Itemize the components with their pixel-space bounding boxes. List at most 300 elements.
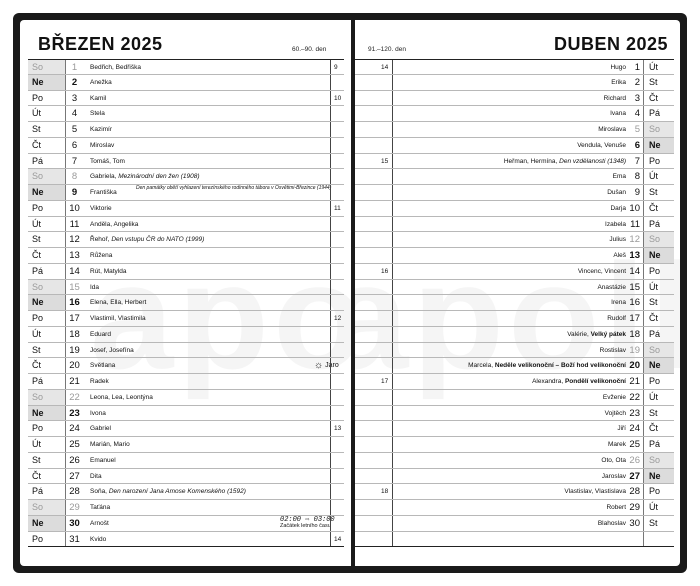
week-column — [355, 295, 393, 310]
week-column — [330, 343, 344, 358]
name-day — [90, 217, 330, 232]
dst-note — [280, 515, 335, 530]
weekday: Ne — [643, 248, 674, 263]
day-row — [28, 421, 344, 437]
name-day-text: Ida — [90, 283, 100, 291]
name-day — [611, 295, 626, 310]
day-row — [28, 201, 344, 217]
day-number: 11 — [69, 218, 80, 230]
day-number: 19 — [629, 344, 640, 356]
name-day — [604, 91, 626, 106]
name-day-text: Leona, Lea, Leontýna — [90, 393, 153, 401]
day-row — [28, 374, 344, 390]
weekday: Ne — [28, 406, 66, 421]
name-day-text: Heřman, Hermína, — [503, 157, 558, 165]
week-column — [355, 248, 393, 263]
day-row — [355, 75, 674, 91]
name-day-text: Gabriel — [90, 425, 111, 433]
week-number: 15 — [381, 157, 389, 165]
day-number: 1 — [71, 62, 78, 73]
day-number: 24 — [69, 423, 80, 435]
name-day — [605, 217, 626, 232]
weekday: Ne — [643, 138, 674, 153]
name-day-text: Kamil — [90, 94, 107, 102]
name-day-text: Josef, Josefína — [90, 346, 134, 354]
weekday: Čt — [643, 91, 674, 106]
day-number: 28 — [69, 486, 80, 498]
weekday: St — [643, 295, 674, 310]
day-row — [28, 406, 344, 422]
name-day — [90, 358, 330, 373]
day-row — [28, 358, 344, 374]
weekday: So — [643, 122, 674, 137]
weekday: Út — [643, 390, 674, 405]
name-day — [90, 327, 330, 342]
week-column — [355, 75, 393, 90]
name-day — [578, 264, 626, 279]
name-day — [607, 185, 626, 200]
name-day — [90, 264, 330, 279]
day-row — [355, 248, 674, 264]
day-number: 7 — [634, 155, 640, 167]
name-day — [90, 311, 330, 326]
weekday: Út — [643, 169, 674, 184]
march-title: BŘEZEN 2025 — [38, 34, 163, 54]
weekday: So — [28, 280, 66, 295]
day-number: 2 — [71, 76, 78, 88]
march-day-range: 60.–90. den — [292, 46, 327, 53]
day-number: 29 — [69, 502, 80, 513]
week-column — [355, 406, 393, 421]
week-column — [355, 327, 393, 342]
day-number: 12 — [629, 234, 640, 246]
day-number: 10 — [629, 202, 640, 214]
weekday: St — [643, 185, 674, 200]
name-day — [90, 437, 330, 452]
name-day-text: Vincenc, Vincent — [577, 267, 626, 275]
day-number: 27 — [629, 470, 640, 482]
memorial-day-note: Den vzdělanosti (1348) — [559, 157, 626, 165]
week-column — [330, 406, 344, 421]
week-column — [330, 374, 344, 389]
day-row — [28, 280, 344, 296]
day-row — [28, 532, 344, 548]
week-column — [355, 106, 393, 121]
name-day — [504, 154, 626, 169]
day-number: 24 — [629, 423, 640, 435]
name-day-text: Oto, Ota — [601, 456, 626, 464]
day-number: 28 — [629, 486, 640, 498]
name-day-text: Bedřich, Bedřiška — [90, 64, 141, 71]
week-column — [355, 311, 393, 326]
weekday: Pá — [643, 217, 674, 232]
weekday: Čt — [28, 469, 66, 484]
spring-label: Jaro — [325, 362, 339, 370]
weekday: Ne — [643, 469, 674, 484]
dst-times: 02:00 ⇨ 03:00 — [280, 515, 335, 524]
day-row — [28, 327, 344, 343]
name-day — [609, 232, 626, 247]
week-column — [330, 138, 344, 153]
name-day — [608, 437, 626, 452]
name-day — [602, 469, 626, 484]
weekday: Po — [28, 532, 66, 547]
week-column — [330, 500, 344, 515]
day-row — [355, 295, 674, 311]
planner-spread — [13, 13, 687, 573]
april-day-list — [355, 59, 674, 547]
name-day-text: Anastázie — [597, 283, 626, 291]
week-column — [355, 169, 393, 184]
weekday: Po — [643, 264, 674, 279]
dst-label: Začátek letního času — [280, 523, 331, 530]
name-day — [598, 516, 626, 531]
name-day — [90, 91, 330, 106]
weekday: Ne — [28, 75, 66, 90]
name-day-text: Julius — [609, 236, 626, 244]
name-day — [90, 453, 330, 468]
week-number: 10 — [334, 94, 342, 102]
public-holiday: Velký pátek — [590, 330, 626, 338]
name-day-text: Arnošt — [90, 519, 109, 527]
week-column — [330, 484, 344, 499]
weekday: Ne — [28, 295, 66, 310]
name-day-text: Světlana — [90, 362, 116, 370]
weekday: Pá — [28, 484, 66, 499]
name-day-text: Vendula, Venuše — [577, 141, 626, 149]
weekday: Út — [643, 60, 674, 74]
weekday: So — [28, 169, 66, 184]
name-day — [90, 532, 330, 547]
weekday: Čt — [28, 138, 66, 153]
day-number: 11 — [630, 218, 640, 230]
day-row — [28, 169, 344, 185]
day-number: 25 — [69, 439, 80, 450]
name-day — [90, 406, 330, 421]
name-day — [90, 106, 330, 121]
weekday: Pá — [28, 154, 66, 169]
day-number: 27 — [69, 470, 80, 482]
name-day-text: Jiří — [617, 425, 626, 433]
day-number: 10 — [69, 202, 80, 214]
week-column — [355, 280, 393, 295]
week-column — [355, 516, 393, 531]
day-number: 18 — [69, 328, 80, 340]
name-day — [90, 169, 330, 184]
day-row — [28, 248, 344, 264]
day-row — [355, 532, 674, 548]
name-day-text: Růžena — [90, 252, 113, 259]
day-number: 31 — [69, 533, 80, 545]
weekday: Ne — [28, 185, 66, 200]
name-day-text: Hugo — [610, 64, 626, 71]
day-number: 21 — [69, 376, 80, 387]
weekday: Pá — [643, 106, 674, 121]
week-number: 16 — [381, 267, 389, 275]
week-column — [355, 500, 393, 515]
name-day-text: Ivana — [610, 110, 626, 118]
week-column — [355, 421, 393, 436]
weekday: So — [643, 232, 674, 247]
weekday: Út — [28, 327, 66, 342]
week-number: 13 — [334, 425, 342, 433]
name-day-text: Evženie — [602, 393, 626, 401]
name-day — [613, 248, 626, 263]
name-day-text: Alexandra, — [532, 378, 564, 385]
name-day — [610, 201, 626, 216]
weekday: Po — [643, 154, 674, 169]
week-column — [330, 327, 344, 342]
day-number: 29 — [629, 502, 640, 513]
day-row — [28, 59, 344, 75]
week-column — [330, 516, 344, 531]
day-row — [355, 154, 674, 170]
day-number: 26 — [69, 454, 80, 466]
week-column — [330, 453, 344, 468]
week-column — [330, 264, 344, 279]
weekday: Pá — [643, 437, 674, 452]
day-row — [355, 169, 674, 185]
day-row — [28, 453, 344, 469]
name-day-text: Vojtěch — [604, 409, 626, 417]
week-column — [330, 75, 344, 90]
memorial-day-note: Den vstupu ČR do NATO (1999) — [111, 236, 205, 244]
weekday: Po — [28, 311, 66, 326]
name-day — [567, 327, 626, 342]
name-day-text: Miroslava — [598, 126, 626, 133]
name-day — [606, 500, 626, 515]
weekday: Pá — [643, 327, 674, 342]
week-column — [355, 122, 393, 137]
name-day-text: Radek — [90, 378, 109, 385]
weekday: So — [28, 390, 66, 405]
week-number: 14 — [334, 535, 342, 543]
day-row — [28, 469, 344, 485]
weekday: Po — [28, 421, 66, 436]
april-page — [355, 20, 680, 566]
day-row — [355, 358, 674, 374]
weekday: St — [28, 122, 66, 137]
day-row — [355, 280, 674, 296]
name-day — [613, 169, 626, 184]
weekday: Po — [28, 201, 66, 216]
name-day — [564, 484, 626, 499]
week-number: 12 — [334, 315, 342, 322]
name-day — [90, 122, 330, 137]
name-day — [617, 421, 626, 436]
name-day — [90, 60, 330, 74]
weekday: St — [28, 343, 66, 358]
name-day — [90, 390, 330, 405]
day-number: 22 — [629, 391, 640, 403]
march-day-list — [28, 59, 344, 547]
april-title: DUBEN 2025 — [553, 34, 668, 54]
name-day — [90, 343, 330, 358]
day-row — [28, 154, 344, 170]
weekday: Po — [28, 91, 66, 106]
name-day-text: Marián, Mario — [90, 441, 130, 448]
week-column — [355, 91, 393, 106]
day-row — [355, 500, 674, 516]
name-day-text: Kvido — [90, 535, 107, 543]
name-day-text: Viktorie — [90, 204, 112, 212]
name-day-text: Rostislav — [599, 346, 626, 354]
name-day-text: Vlastimil, Vlastimila — [90, 315, 146, 322]
weekday: Čt — [643, 421, 674, 436]
day-row — [28, 138, 344, 154]
name-day — [90, 500, 330, 515]
day-row — [28, 217, 344, 233]
day-number: 13 — [629, 250, 640, 261]
day-row — [355, 232, 674, 248]
name-day-text: Marcela, — [468, 362, 494, 370]
march-page — [20, 20, 351, 566]
day-number: 5 — [634, 124, 640, 135]
day-row — [355, 217, 674, 233]
week-column — [355, 469, 393, 484]
week-column — [330, 122, 344, 137]
week-column — [330, 280, 344, 295]
weekday: So — [643, 453, 674, 468]
name-day-text: Kazimír — [90, 126, 113, 133]
name-day — [577, 138, 626, 153]
day-row — [355, 59, 674, 75]
weekday: Po — [643, 374, 674, 389]
name-day-text: Dušan — [607, 189, 626, 196]
name-day — [90, 295, 330, 310]
day-number: 16 — [69, 297, 80, 309]
name-day-text: Vlastislav, Vlastislava — [564, 488, 626, 496]
week-column — [330, 469, 344, 484]
day-row — [355, 484, 674, 500]
weekday: Ne — [643, 358, 674, 373]
day-number: 3 — [634, 92, 640, 104]
name-day — [532, 374, 626, 389]
memorial-day-note: Den narození Jana Amose Komenského (1592) — [108, 488, 246, 496]
weekday: Čt — [643, 311, 674, 326]
day-row — [28, 343, 344, 359]
weekday: Čt — [28, 358, 66, 373]
day-number: 23 — [629, 407, 640, 419]
day-number: 8 — [71, 171, 78, 183]
week-column — [330, 437, 344, 452]
day-number: 26 — [629, 454, 640, 466]
day-number: 18 — [629, 328, 640, 340]
day-row — [28, 295, 344, 311]
day-number: 5 — [71, 124, 78, 135]
week-column — [355, 532, 393, 547]
day-number: 30 — [69, 517, 80, 529]
day-row — [355, 106, 674, 122]
name-day-text: Blahoslav — [597, 519, 626, 527]
name-day-text: Valérie, — [567, 330, 589, 338]
day-row — [355, 390, 674, 406]
name-day-text: Richard — [603, 94, 626, 102]
name-day — [90, 154, 330, 169]
day-row — [28, 106, 344, 122]
week-number: 11 — [334, 204, 341, 212]
day-row — [355, 516, 674, 532]
name-day-text: Stela — [90, 110, 105, 118]
week-column — [330, 248, 344, 263]
day-number: 17 — [629, 313, 640, 324]
week-column — [355, 453, 393, 468]
weekday: Út — [28, 437, 66, 452]
day-row — [28, 500, 344, 516]
name-day-text: Irena — [611, 299, 626, 307]
week-column — [355, 437, 393, 452]
week-column — [330, 295, 344, 310]
day-row — [355, 311, 674, 327]
name-day — [90, 469, 330, 484]
day-row — [355, 185, 674, 201]
week-number: 18 — [381, 488, 389, 496]
week-column — [330, 106, 344, 121]
week-column — [330, 169, 344, 184]
day-row — [355, 406, 674, 422]
name-day-text: Ema — [612, 173, 626, 181]
name-day — [90, 232, 330, 247]
name-day — [90, 484, 330, 499]
day-number: 4 — [71, 108, 78, 120]
week-column — [355, 343, 393, 358]
name-day-text: Taťána — [90, 504, 111, 511]
name-day — [607, 311, 626, 326]
weekday: St — [643, 406, 674, 421]
week-column — [355, 232, 393, 247]
weekday: St — [28, 453, 66, 468]
name-day-text: Řehoř, — [90, 236, 110, 244]
week-column — [355, 138, 393, 153]
day-row — [28, 232, 344, 248]
name-day-text: Elena, Ella, Herbert — [90, 299, 147, 307]
day-number: 23 — [69, 407, 80, 419]
week-column — [330, 154, 344, 169]
name-day — [90, 138, 330, 153]
name-day-text: Tomáš, Tom — [90, 157, 125, 165]
day-number: 21 — [629, 376, 640, 387]
memorial-day-note: Mezinárodní den žen (1908) — [118, 173, 200, 181]
day-number: 19 — [69, 344, 80, 356]
name-day — [468, 358, 626, 373]
week-column — [355, 217, 393, 232]
day-row — [28, 516, 344, 532]
day-row — [355, 264, 674, 280]
day-row — [28, 122, 344, 138]
weekday: So — [643, 343, 674, 358]
day-number: 15 — [629, 281, 640, 293]
day-number: 13 — [69, 250, 80, 261]
name-day — [603, 390, 626, 405]
day-row — [355, 122, 674, 138]
week-column — [330, 217, 344, 232]
week-column — [355, 390, 393, 405]
name-day-text: Rút, Matylda — [90, 267, 127, 275]
name-day-text: Gabriela, — [90, 173, 117, 181]
day-row — [28, 264, 344, 280]
day-number: 15 — [69, 281, 80, 293]
name-day-text: Dita — [90, 472, 102, 480]
day-row — [28, 311, 344, 327]
public-holiday: Pondělí velikonoční — [564, 378, 626, 385]
day-number: 2 — [634, 76, 640, 88]
name-day — [611, 75, 626, 90]
day-number: 9 — [634, 187, 640, 198]
name-day-text: Eduard — [90, 330, 111, 338]
name-day — [610, 106, 626, 121]
weekday — [643, 532, 674, 547]
day-number: 7 — [71, 155, 78, 167]
